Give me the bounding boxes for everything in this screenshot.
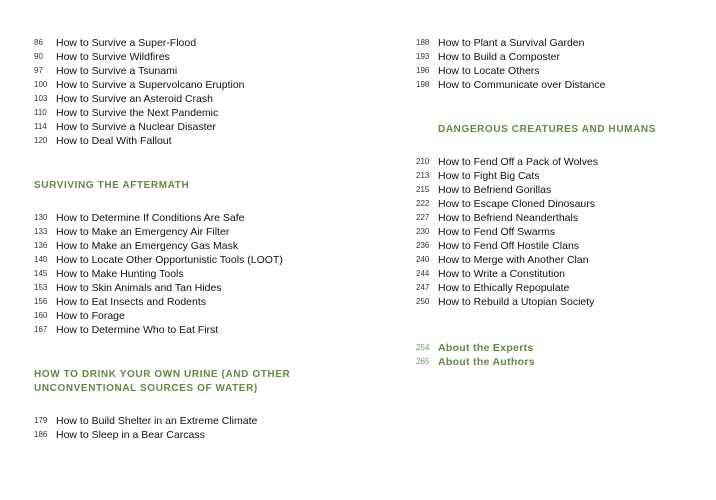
toc-entry[interactable] [34, 211, 245, 225]
page-number: 90 [34, 52, 43, 61]
entry-title: How to Sleep in a Bear Carcass [56, 429, 205, 441]
toc-entry[interactable] [34, 309, 125, 323]
page-number: 167 [34, 325, 48, 334]
toc-entry[interactable] [34, 78, 245, 92]
toc-entry[interactable] [34, 225, 229, 239]
entry-title: How to Survive a Nuclear Disaster [56, 121, 216, 133]
toc-entry[interactable] [416, 239, 579, 253]
entry-title: How to Determine If Conditions Are Safe [56, 212, 245, 224]
page-number: 114 [34, 122, 47, 131]
toc-entry-about-experts[interactable] [416, 341, 534, 355]
toc-entry-about-authors[interactable] [416, 355, 535, 369]
section-heading-urine-line1: HOW TO DRINK YOUR OWN URINE (AND OTHER [34, 369, 291, 380]
entry-title: How to Build a Composter [438, 51, 560, 63]
section-heading-creatures: DANGEROUS CREATURES AND HUMANS [438, 124, 657, 135]
page-number: 254 [416, 343, 430, 352]
entry-title: How to Locate Others [438, 65, 540, 77]
entry-title: How to Rebuild a Utopian Society [438, 296, 595, 308]
toc-entry[interactable] [416, 225, 555, 239]
toc-entry[interactable] [416, 169, 540, 183]
entry-title: How to Write a Constitution [438, 268, 566, 280]
toc-entry[interactable] [34, 414, 257, 428]
toc-entry[interactable] [34, 428, 205, 442]
toc-entry[interactable] [416, 50, 560, 64]
page-number: 156 [34, 297, 48, 306]
toc-entry[interactable] [416, 78, 605, 92]
entry-title: How to Communicate over Distance [438, 79, 606, 91]
page-number: 136 [34, 241, 48, 250]
page-number: 160 [34, 311, 48, 320]
toc-entry[interactable] [34, 267, 184, 281]
entry-title: How to Make Hunting Tools [56, 268, 184, 280]
page-number: 179 [34, 416, 48, 425]
page-number: 222 [416, 199, 430, 208]
toc-entry[interactable] [34, 281, 222, 295]
page-number: 236 [416, 241, 430, 250]
toc-entry[interactable] [416, 281, 569, 295]
page-number: 227 [416, 213, 430, 222]
entry-title: How to Survive a Tsunami [56, 65, 178, 77]
entry-title: How to Build Shelter in an Extreme Climate [56, 415, 258, 427]
page-number: 230 [416, 227, 430, 236]
section-heading-aftermath: SURVIVING THE AFTERMATH [34, 180, 190, 191]
page-number: 120 [34, 136, 48, 145]
toc-entry[interactable] [416, 267, 565, 281]
page-number: 100 [34, 80, 48, 89]
page-number: 210 [416, 157, 430, 166]
page-number: 186 [34, 430, 48, 439]
entry-title: How to Deal With Fallout [56, 135, 172, 147]
toc-entry[interactable] [34, 106, 218, 120]
page-number: 86 [34, 38, 43, 47]
page-number: 198 [416, 80, 430, 89]
entry-title: How to Eat Insects and Rodents [56, 296, 206, 308]
entry-title: How to Skin Animals and Tan Hides [56, 282, 222, 294]
page-number: 130 [34, 213, 48, 222]
entry-title: How to Locate Other Opportunistic Tools (LOOT) [56, 254, 283, 266]
page-number: 140 [34, 255, 48, 264]
toc-entry[interactable] [34, 64, 177, 78]
toc-entry[interactable] [416, 295, 594, 309]
entry-title: How to Survive the Next Pandemic [56, 107, 219, 119]
page-number: 215 [416, 185, 430, 194]
toc-entry[interactable] [34, 92, 213, 106]
page-number: 265 [416, 357, 430, 366]
page-number: 153 [34, 283, 48, 292]
toc-entry[interactable] [34, 134, 172, 148]
entry-title: How to Fend Off Hostile Clans [438, 240, 580, 252]
toc-entry[interactable] [34, 239, 238, 253]
entry-title: About the Authors [438, 356, 535, 368]
page-number: 145 [34, 269, 48, 278]
toc-entry[interactable] [416, 197, 595, 211]
entry-title: How to Make an Emergency Gas Mask [56, 240, 239, 252]
toc-entry[interactable] [34, 36, 196, 50]
page-number: 213 [416, 171, 430, 180]
entry-title: How to Fend Off a Pack of Wolves [438, 156, 599, 168]
entry-title: How to Survive a Supervolcano Eruption [56, 79, 245, 91]
entry-title: About the Experts [438, 342, 534, 354]
page-number: 247 [416, 283, 430, 292]
entry-title: How to Make an Emergency Air Filter [56, 226, 230, 238]
page-number: 103 [34, 94, 48, 103]
entry-title: How to Befriend Gorillas [438, 184, 552, 196]
page-number: 244 [416, 269, 430, 278]
entry-title: How to Plant a Survival Garden [438, 37, 585, 49]
toc-entry[interactable] [416, 64, 540, 78]
entry-title: How to Fight Big Cats [438, 170, 540, 182]
page-number: 250 [416, 297, 430, 306]
toc-entry[interactable] [416, 36, 585, 50]
entry-title: How to Escape Cloned Dinosaurs [438, 198, 595, 210]
page-number: 193 [416, 52, 430, 61]
page-number: 188 [416, 38, 430, 47]
page-number: 110 [34, 108, 47, 117]
toc-entry[interactable] [34, 120, 216, 134]
toc-entry[interactable] [34, 323, 218, 337]
entry-title: How to Fend Off Swarms [438, 226, 556, 238]
entry-title: How to Merge with Another Clan [438, 254, 589, 266]
entry-title: How to Ethically Repopulate [438, 282, 570, 294]
toc-entry[interactable] [416, 183, 551, 197]
entry-title: How to Forage [56, 310, 125, 322]
entry-title: How to Determine Who to Eat First [56, 324, 219, 336]
entry-title: How to Survive Wildfires [56, 51, 170, 63]
section-heading-urine-line2: UNCONVENTIONAL SOURCES OF WATER) [34, 383, 258, 394]
toc-entry[interactable] [416, 155, 598, 169]
toc-entry[interactable] [416, 211, 578, 225]
entry-title: How to Befriend Neanderthals [438, 212, 579, 224]
toc-entry[interactable] [34, 50, 170, 64]
toc-entry[interactable] [34, 295, 206, 309]
page-number: 240 [416, 255, 430, 264]
entry-title: How to Survive a Super-Flood [56, 37, 197, 49]
page-number: 133 [34, 227, 48, 236]
toc-entry[interactable] [416, 253, 589, 267]
page-number: 97 [34, 66, 43, 75]
page-number: 196 [416, 66, 430, 75]
entry-title: How to Survive an Asteroid Crash [56, 93, 213, 105]
toc-entry[interactable] [34, 253, 283, 267]
